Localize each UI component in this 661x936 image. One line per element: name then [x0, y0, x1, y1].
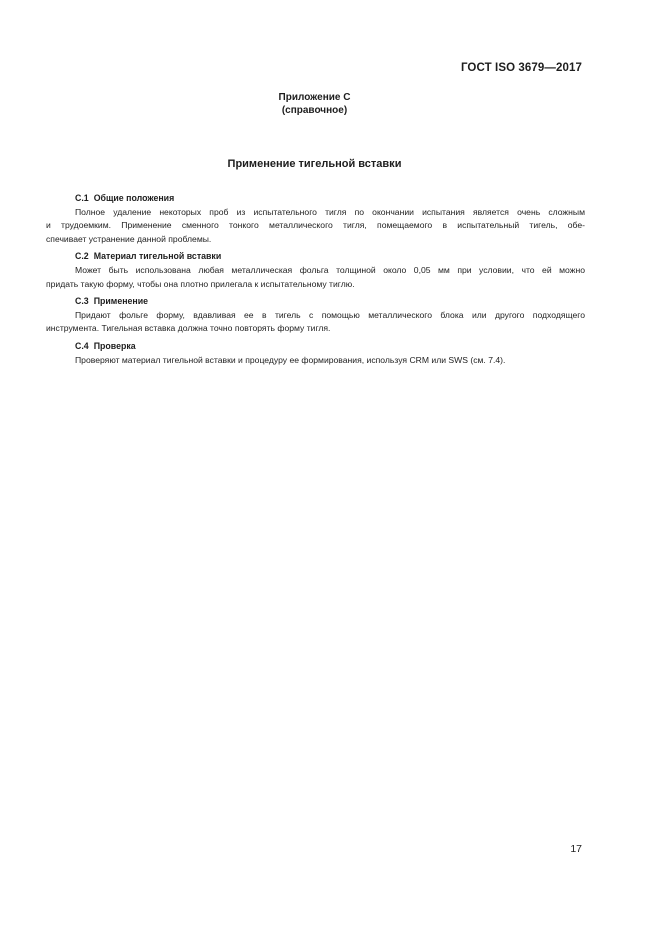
section-heading [75, 192, 585, 205]
section-number: С.3 [75, 295, 89, 306]
section-c2 [46, 250, 585, 291]
annex-heading [0, 91, 629, 117]
paragraph-line: спечивает устранение данной проблемы. [46, 233, 212, 244]
section-number: С.1 [75, 193, 89, 203]
paragraph-line: придать такую форму, чтобы она плотно прилегала к испытательному тиглю. [46, 278, 355, 289]
annex-content [46, 192, 585, 371]
section-title: Общие положения [93, 193, 175, 203]
paragraph-line: Может быть использована любая металлическая фольга толщиной около 0,05 мм при условии, что ей можно [75, 265, 585, 276]
section-c4 [75, 340, 585, 367]
section-heading [75, 295, 585, 308]
section-title: Проверка [93, 340, 136, 351]
section-number: С.2 [75, 251, 89, 262]
section-heading [75, 250, 585, 263]
section-title: Применение [93, 295, 149, 306]
annex-title: Применение тигельной вставки [227, 158, 402, 170]
page-number: 17 [570, 843, 582, 855]
section-c1 [46, 192, 585, 246]
section-title: Материал тигельной вставки [93, 251, 222, 262]
document-code: ГОСТ ISO 3679—2017 [460, 62, 582, 74]
paragraph-line: и трудоемким. Применение сменного тонкого металлического тигля, помещаемого в испытательный тигель, обе- [46, 220, 585, 231]
section-heading [75, 340, 585, 353]
section-number: С.4 [75, 340, 89, 351]
paragraph-line: Придают фольге форму, вдавливая ее в тигель с помощью металлического блока или другого подходящего [75, 309, 585, 320]
paragraph-line: инструмента. Тигельная вставка должна точно повторять форму тигля. [46, 323, 331, 334]
paragraph-line: Проверяют материал тигельной вставки и процедуру ее формирования, используя CRM или SWS (см. 7.4). [75, 354, 506, 365]
annex-status: (справочное) [281, 105, 348, 116]
section-c3 [46, 295, 585, 336]
paragraph-line: Полное удаление некоторых проб из испытательного тигля по окончании испытания является очень сложным [75, 207, 585, 217]
annex-label: Приложение С [278, 92, 351, 103]
